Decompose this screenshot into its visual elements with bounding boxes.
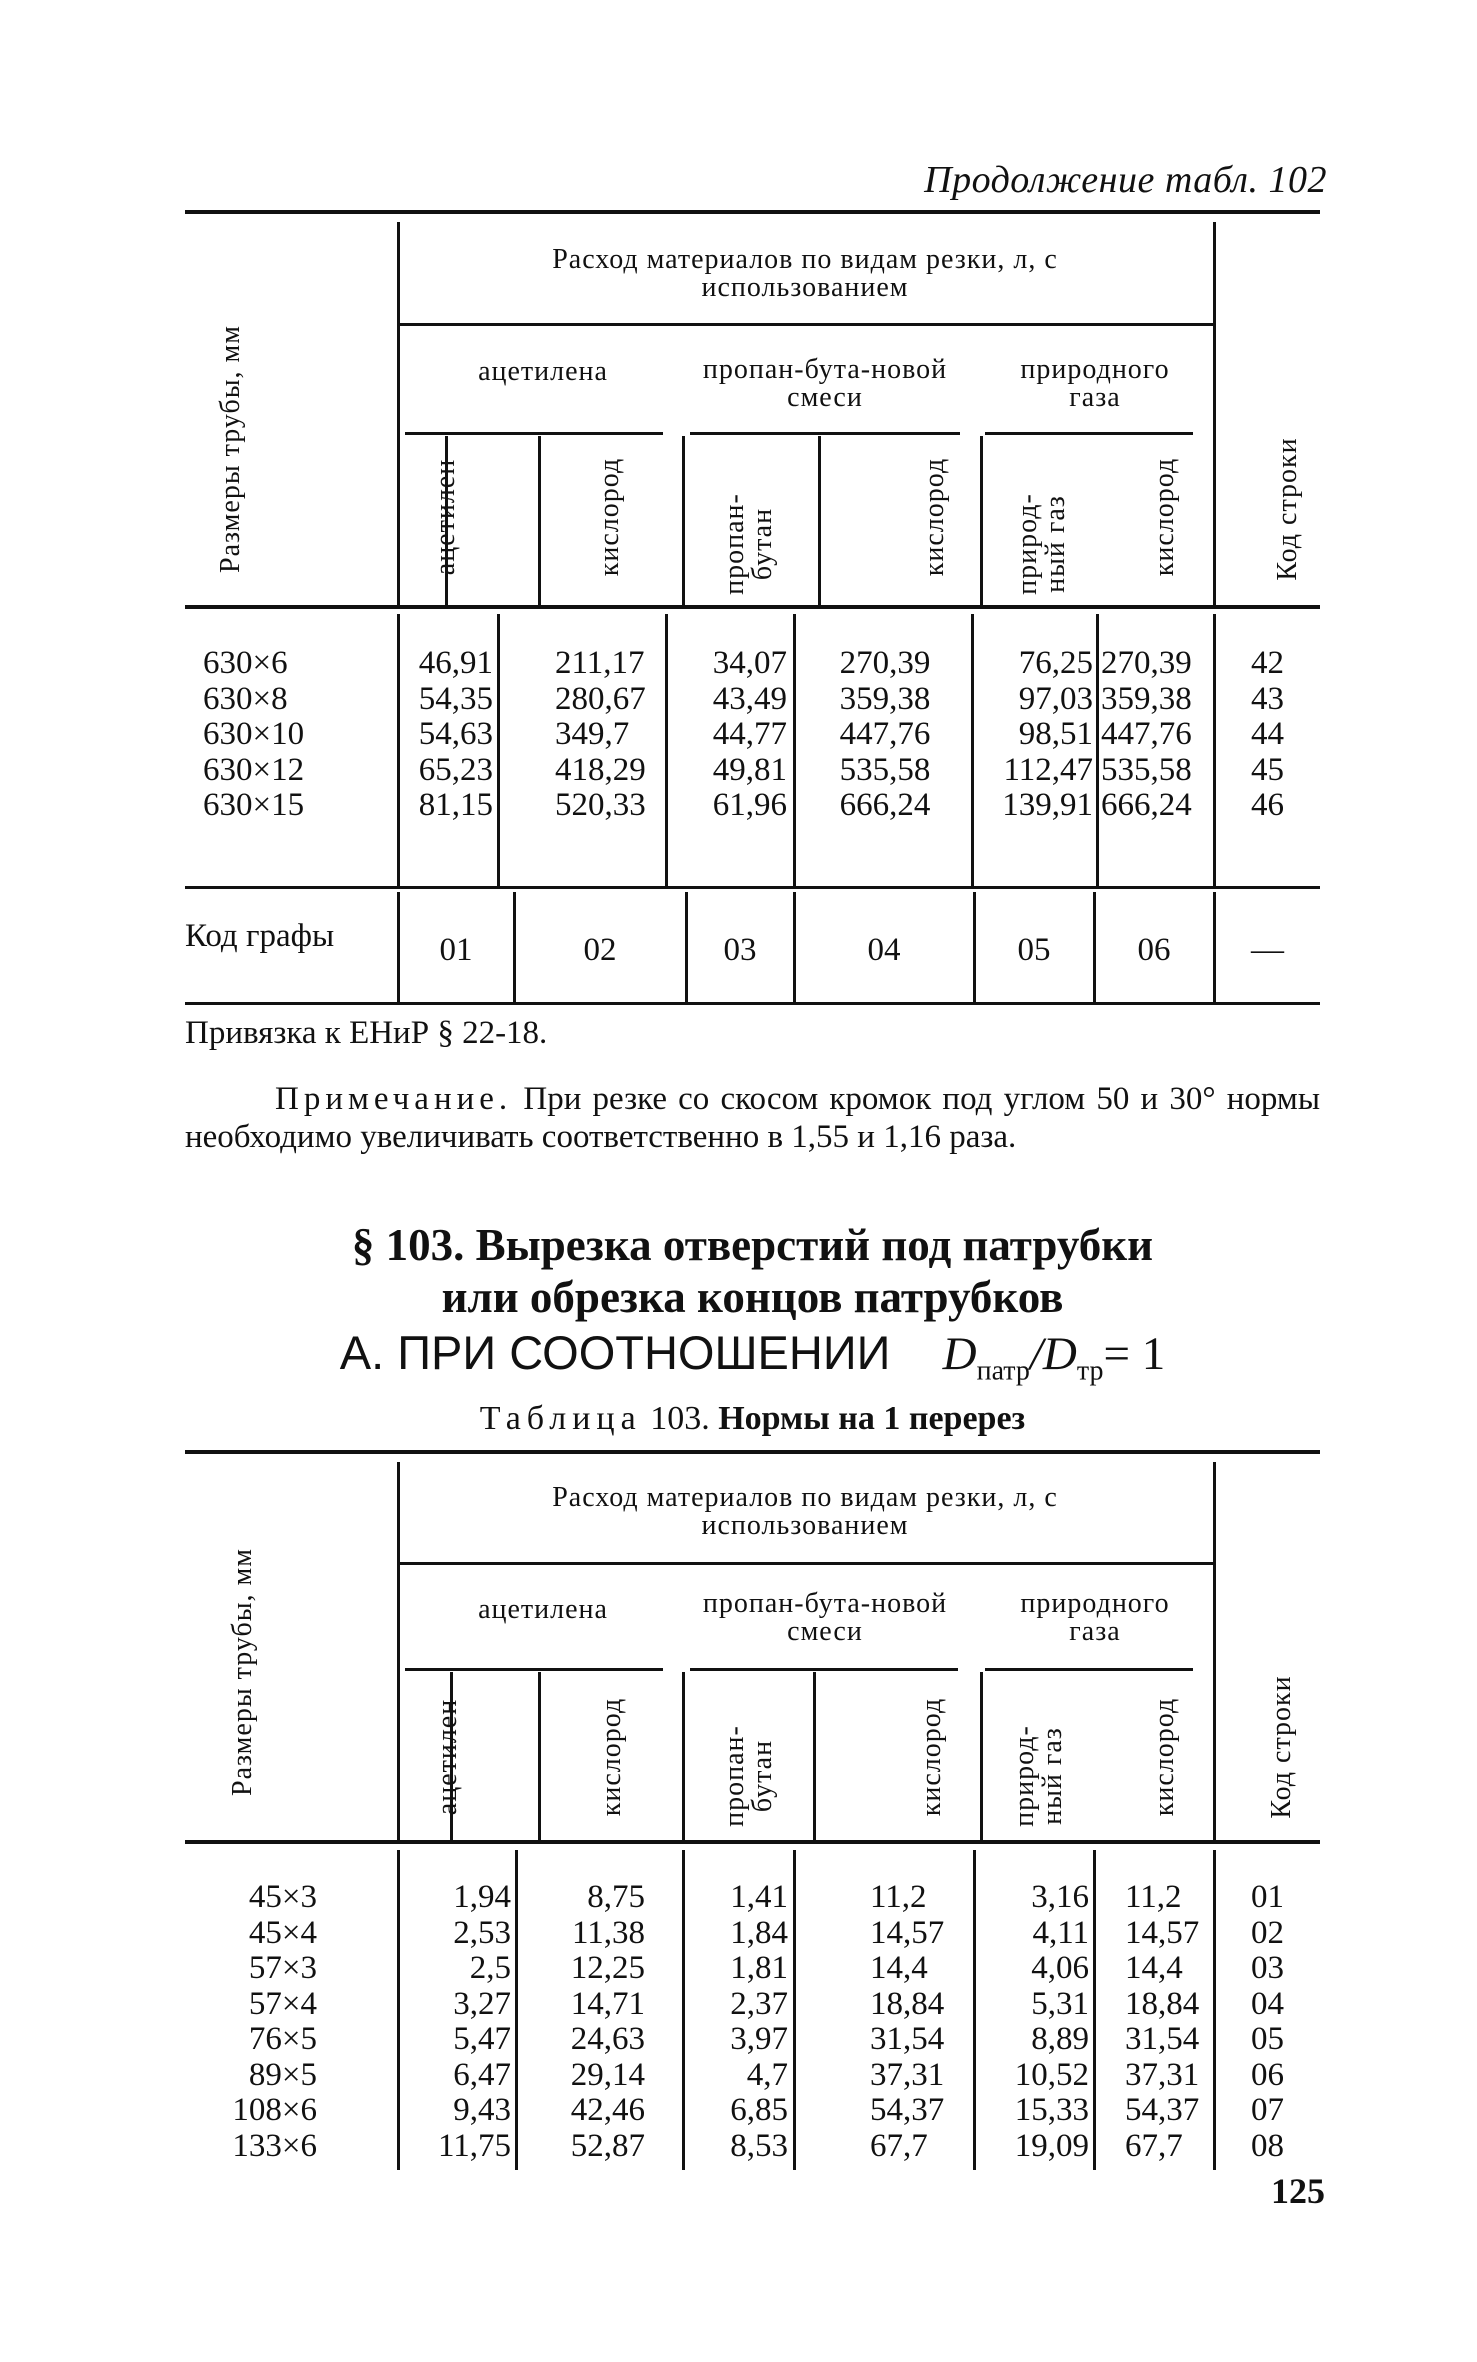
row-code-header: Код строки — [1266, 1675, 1297, 1819]
graph-code: 06 — [1137, 932, 1171, 968]
list-item: 31,54 — [870, 2021, 945, 2057]
list-item: 666,24 — [1101, 787, 1192, 823]
table-103 — [185, 1450, 1320, 2170]
table-number: 103. — [641, 1400, 719, 1437]
sub-propane-header: пропан-бутан — [719, 493, 778, 595]
propane-header: пропан-бута-новой смеси — [702, 1588, 948, 1647]
ratio-sub-tr: тр — [1076, 1355, 1104, 1387]
list-item: 630×12 — [203, 751, 305, 788]
t103-oxygen-n — [1125, 1880, 1199, 2164]
list-item: 45 — [1251, 751, 1284, 788]
list-item: 04 — [1251, 1985, 1284, 2022]
list-item: 10,52 — [1014, 2056, 1089, 2093]
list-item: 359,38 — [839, 680, 931, 717]
list-item: 06 — [1251, 2056, 1284, 2093]
list-item: 133×6 — [232, 2127, 317, 2164]
binding-text: Привязка к ЕНиР § 22-18. — [185, 1015, 548, 1051]
list-item: 14,4 — [870, 1950, 928, 1986]
list-item: 31,54 — [1125, 2021, 1200, 2057]
list-item: 6,47 — [453, 2056, 511, 2093]
list-item: 37,31 — [1125, 2056, 1200, 2093]
list-item: 98,51 — [1018, 716, 1093, 752]
list-item: 630×10 — [203, 716, 305, 752]
list-item: 2,53 — [453, 1914, 511, 1951]
list-item: 1,81 — [730, 1950, 788, 1986]
list-item: 11,2 — [870, 1879, 927, 1915]
t102-sizes — [203, 646, 304, 824]
section-heading-line1: § 103. Вырезка отверстий под патрубки — [351, 1220, 1154, 1270]
list-item: 270,39 — [839, 645, 931, 681]
sub-natgas-header: природ-ный газ — [1009, 1725, 1068, 1827]
list-item: 42 — [1251, 645, 1284, 681]
acetylene-header: ацетилена — [478, 1594, 608, 1625]
t103-sizes — [185, 1880, 317, 2164]
list-item: 280,67 — [555, 680, 646, 717]
ratio-d: D — [942, 1328, 977, 1380]
sub-oxygen-header: кислород — [596, 1697, 627, 1817]
sub-propane-header: пропан-бутан — [719, 1725, 778, 1827]
list-item: 89×5 — [248, 2056, 317, 2093]
list-item: 4,11 — [1032, 1914, 1089, 1951]
list-item: 4,7 — [746, 2056, 788, 2093]
list-item: 61,96 — [712, 787, 787, 823]
list-item: 67,7 — [870, 2127, 928, 2164]
list-item: 418,29 — [555, 751, 646, 788]
list-item: 54,37 — [870, 2092, 945, 2128]
list-item: 5,31 — [1031, 1985, 1089, 2022]
list-item: 24,63 — [570, 2021, 645, 2057]
list-item: 8,53 — [730, 2127, 788, 2164]
graph-code-label: Код графы — [185, 918, 335, 954]
natgas-header: природного газа — [1020, 1588, 1170, 1647]
graph-code: 04 — [867, 932, 901, 968]
list-item: 18,84 — [870, 1985, 945, 2022]
t102-propane — [675, 646, 787, 824]
ratio-sub-patr: патр — [976, 1355, 1030, 1387]
row-code-header: Код строки — [1272, 437, 1303, 581]
graph-code: — — [1251, 932, 1284, 968]
sub-oxygen-header: кислород — [1149, 457, 1180, 577]
list-item: 112,47 — [1003, 751, 1093, 788]
list-item: 520,33 — [555, 787, 646, 823]
graph-code: 03 — [723, 932, 757, 968]
pipe-size-header: Размеры трубы, мм — [215, 325, 246, 573]
t103-acetylene — [407, 1880, 511, 2164]
list-item: 37,31 — [870, 2056, 945, 2093]
consumption-header: Расход материалов по видам резки, л, с использованием — [552, 1482, 1058, 1541]
list-item: 535,58 — [1101, 751, 1192, 788]
list-item: 57×3 — [248, 1950, 317, 1986]
list-item: 630×6 — [203, 645, 288, 681]
list-item: 3,97 — [730, 2021, 788, 2057]
list-item: 11,75 — [437, 2127, 511, 2164]
list-item: 630×8 — [203, 680, 288, 717]
list-item: 14,71 — [570, 1985, 645, 2022]
list-item: 8,75 — [587, 1879, 645, 1915]
list-item: 34,07 — [712, 645, 787, 681]
list-item: 76,25 — [1018, 645, 1093, 681]
t103-oxygen-p — [870, 1880, 944, 2164]
list-item: 11,38 — [571, 1914, 645, 1951]
consumption-header: Расход материалов по видам резки, л, с использованием — [552, 244, 1058, 303]
t103-propane — [690, 1880, 788, 2164]
t102-codes — [1215, 646, 1320, 824]
t102-natgas — [973, 646, 1093, 824]
subheading — [185, 1325, 1320, 1387]
note-text: При резке со скосом кромок под углом 50 и 30° нормы необходимо увеличивать соответственно в 1,55 и 1,16 раза. — [185, 1081, 1320, 1155]
list-item: 29,14 — [570, 2056, 645, 2093]
list-item: 1,84 — [730, 1914, 788, 1951]
list-item: 11,2 — [1125, 1879, 1182, 1915]
list-item: 42,46 — [570, 2092, 645, 2128]
sub-oxygen-header: кислород — [919, 457, 950, 577]
list-item: 1,94 — [453, 1879, 511, 1915]
list-item: 630×15 — [203, 787, 305, 823]
continuation-title: Продолжение табл. 102 — [924, 159, 1327, 201]
page-number: 125 — [1271, 2171, 1325, 2211]
acetylene-header: ацетилена — [478, 356, 608, 387]
graph-code: 02 — [583, 932, 617, 968]
list-item: 44,77 — [712, 716, 787, 752]
list-item: 44 — [1251, 716, 1284, 752]
propane-header: пропан-бута-новой смеси — [702, 354, 948, 413]
t102-oxygen-a — [555, 646, 646, 824]
section-heading-line2: или обрезка концов патрубков — [441, 1272, 1064, 1322]
list-item: 447,76 — [1101, 716, 1192, 752]
list-item: 46 — [1251, 787, 1284, 823]
ratio-formula — [942, 1328, 1166, 1387]
sub-acetylene-header: ацетилен — [430, 458, 461, 576]
list-item: 359,38 — [1101, 680, 1192, 717]
list-item: 05 — [1251, 2021, 1284, 2057]
list-item: 46,91 — [418, 645, 493, 681]
list-item: 43 — [1251, 680, 1284, 717]
list-item: 45×3 — [248, 1879, 317, 1915]
list-item: 535,58 — [839, 751, 931, 788]
note-label: Примечание. — [275, 1081, 513, 1117]
list-item: 76×5 — [248, 2021, 317, 2057]
list-item: 03 — [1251, 1950, 1284, 1986]
list-item: 6,85 — [730, 2092, 788, 2128]
list-item: 12,25 — [570, 1950, 645, 1986]
ratio-sep: /D — [1029, 1328, 1077, 1380]
sub-oxygen-header: кислород — [1149, 1697, 1180, 1817]
table-desc: Нормы на 1 перерез — [718, 1400, 1026, 1437]
table-caption — [185, 1400, 1320, 1438]
graph-code: 05 — [1017, 932, 1051, 968]
table-102 — [185, 210, 1320, 1010]
list-item: 52,87 — [570, 2127, 645, 2164]
subheading-prefix: А. ПРИ СООТНОШЕНИИ — [339, 1326, 891, 1379]
list-item: 2,37 — [730, 1985, 788, 2022]
list-item: 45×4 — [248, 1914, 317, 1951]
natgas-header: природного газа — [1020, 354, 1170, 413]
list-item: 81,15 — [418, 787, 493, 823]
list-item: 211,17 — [555, 645, 645, 681]
list-item: 447,76 — [839, 716, 931, 752]
list-item: 54,35 — [418, 680, 493, 717]
list-item: 14,4 — [1125, 1950, 1183, 1986]
list-item: 65,23 — [418, 751, 493, 788]
list-item: 54,63 — [418, 716, 493, 752]
sub-oxygen-header: кислород — [594, 457, 625, 577]
list-item: 3,16 — [1031, 1879, 1089, 1915]
list-item: 4,06 — [1031, 1950, 1089, 1986]
list-item: 07 — [1251, 2092, 1284, 2128]
t102-acetylene — [407, 646, 493, 824]
list-item: 15,33 — [1014, 2092, 1089, 2128]
list-item: 139,91 — [1002, 787, 1093, 823]
list-item: 14,57 — [1125, 1914, 1200, 1951]
list-item: 54,37 — [1125, 2092, 1200, 2128]
t103-natgas — [975, 1880, 1089, 2164]
list-item: 1,41 — [730, 1879, 788, 1915]
t102-oxygen-p — [797, 646, 973, 824]
graph-code: 01 — [439, 932, 473, 968]
list-item: 14,57 — [870, 1914, 945, 1951]
list-item: 01 — [1251, 1879, 1284, 1915]
ratio-eq: = 1 — [1103, 1328, 1166, 1380]
list-item: 18,84 — [1125, 1985, 1200, 2022]
note-paragraph — [185, 1080, 1320, 1156]
list-item: 43,49 — [712, 680, 787, 717]
list-item: 2,5 — [469, 1950, 511, 1986]
list-item: 97,03 — [1018, 680, 1093, 717]
t103-oxygen-a — [525, 1880, 645, 2164]
list-item: 08 — [1251, 2127, 1284, 2164]
sub-oxygen-header: кислород — [916, 1697, 947, 1817]
list-item: 49,81 — [712, 751, 787, 788]
list-item: 9,43 — [453, 2092, 511, 2128]
list-item: 8,89 — [1031, 2021, 1089, 2057]
t103-codes — [1215, 1880, 1320, 2164]
t102-oxygen-n — [1101, 646, 1192, 824]
list-item: 349,7 — [555, 716, 630, 752]
list-item: 666,24 — [839, 787, 931, 823]
list-item: 5,47 — [453, 2021, 511, 2057]
table-word: Таблица — [479, 1400, 642, 1437]
list-item: 02 — [1251, 1914, 1284, 1951]
pipe-size-header: Размеры трубы, мм — [227, 1548, 258, 1796]
list-item: 108×6 — [232, 2092, 317, 2128]
list-item: 57×4 — [248, 1985, 317, 2022]
list-item: 3,27 — [453, 1985, 511, 2022]
list-item: 19,09 — [1014, 2127, 1089, 2164]
list-item: 67,7 — [1125, 2127, 1183, 2164]
list-item: 270,39 — [1101, 645, 1192, 681]
sub-acetylene-header: ацетилен — [432, 1698, 463, 1816]
sub-natgas-header: природ-ный газ — [1012, 493, 1071, 595]
